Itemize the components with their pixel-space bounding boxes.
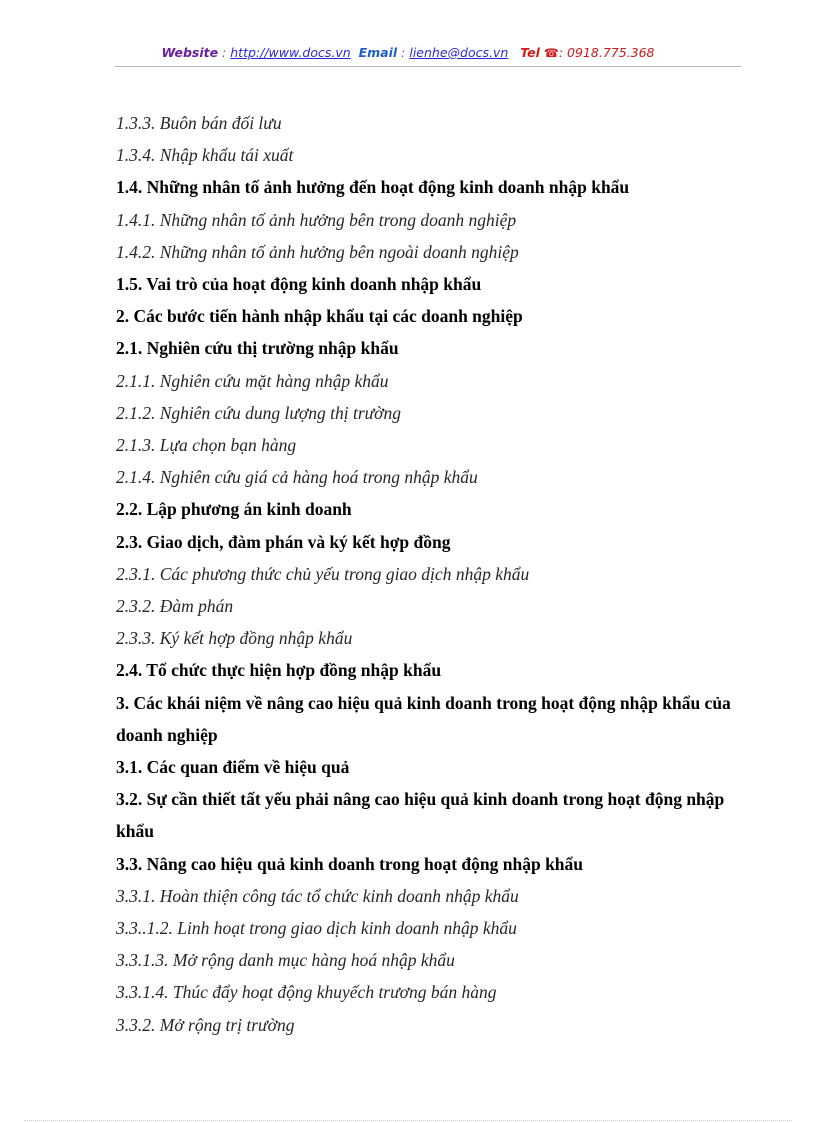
toc-heading: 2.3. Giao dịch, đàm phán và ký kết hợp đồng bbox=[116, 531, 451, 552]
toc-subheading: 1.3.4. Nhập khẩu tái xuất bbox=[116, 145, 294, 166]
phone-icon: ☎ bbox=[543, 46, 559, 60]
toc-subheading: 2.1.4. Nghiên cứu giá cả hàng hoá trong nhập khẩu bbox=[116, 467, 478, 488]
website-label: Website bbox=[161, 45, 219, 60]
website-separator: : bbox=[218, 45, 231, 60]
toc-subheading: 3.3.2. Mở rộng trị trường bbox=[116, 1014, 295, 1035]
toc-heading: 2.4. Tổ chức thực hiện hợp đồng nhập khẩu bbox=[116, 660, 442, 681]
toc-heading: 3.2. Sự cần thiết tất yếu phải nâng cao hiệu quả kinh doanh trong hoạt động nhập khẩu bbox=[116, 789, 725, 842]
toc-heading: 1.5. Vai trò của hoạt động kinh doanh nhập khẩu bbox=[116, 274, 482, 295]
table-of-contents bbox=[116, 107, 746, 1041]
toc-heading: 3. Các khái niệm về nâng cao hiệu quả kinh doanh trong hoạt động nhập khẩu của doanh nghiệp bbox=[116, 692, 731, 745]
toc-subheading: 3.3.1.3. Mở rộng danh mục hàng hoá nhập khẩu bbox=[116, 950, 455, 971]
toc-heading: 2. Các bước tiến hành nhập khẩu tại các doanh nghiệp bbox=[116, 306, 523, 327]
toc-heading: 3.1. Các quan điểm về hiệu quả bbox=[116, 757, 350, 778]
header-divider bbox=[115, 66, 741, 67]
toc-heading: 1.4. Những nhân tố ảnh hưởng đến hoạt động kinh doanh nhập khẩu bbox=[116, 177, 630, 198]
toc-subheading: 2.1.1. Nghiên cứu mặt hàng nhập khẩu bbox=[116, 370, 389, 391]
footer-divider bbox=[24, 1120, 792, 1121]
toc-subheading: 3.3.1. Hoàn thiện công tác tổ chức kinh doanh nhập khẩu bbox=[116, 885, 519, 906]
toc-subheading: 1.3.3. Buôn bán đối lưu bbox=[116, 113, 282, 133]
toc-subheading: 2.1.2. Nghiên cứu dung lượng thị trường bbox=[116, 402, 402, 423]
page-header bbox=[0, 45, 816, 60]
toc-subheading: 3.3.1.4. Thúc đẩy hoạt động khuyếch trương bán hàng bbox=[116, 982, 497, 1003]
toc-subheading: 2.3.2. Đàm phán bbox=[116, 596, 234, 617]
toc-subheading: 2.3.3. Ký kết hợp đồng nhập khẩu bbox=[116, 628, 353, 649]
toc-heading: 2.1. Nghiên cứu thị trường nhập khẩu bbox=[116, 338, 399, 359]
toc-subheading: 1.4.1. Những nhân tố ảnh hưởng bên trong doanh nghiệp bbox=[116, 209, 517, 230]
email-label: Email bbox=[358, 45, 398, 60]
email-link[interactable]: lienhe@docs.vn bbox=[409, 45, 509, 60]
email-separator: : bbox=[397, 45, 410, 60]
phone-number: : 0918.775.368 bbox=[558, 45, 655, 60]
toc-subheading: 2.3.1. Các phương thức chủ yếu trong giao dịch nhập khẩu bbox=[116, 563, 530, 584]
toc-subheading: 1.4.2. Những nhân tố ảnh hưởng bên ngoài doanh nghiệp bbox=[116, 241, 519, 262]
toc-heading: 2.2. Lập phương án kinh doanh bbox=[116, 499, 352, 520]
toc-heading: 3.3. Nâng cao hiệu quả kinh doanh trong hoạt động nhập khẩu bbox=[116, 853, 584, 874]
website-link[interactable]: http://www.docs.vn bbox=[230, 45, 351, 60]
toc-subheading: 2.1.3. Lựa chọn bạn hàng bbox=[116, 435, 297, 456]
tel-label: Tel bbox=[520, 45, 540, 60]
toc-subheading: 3.3..1.2. Linh hoạt trong giao dịch kinh doanh nhập khẩu bbox=[116, 918, 517, 939]
